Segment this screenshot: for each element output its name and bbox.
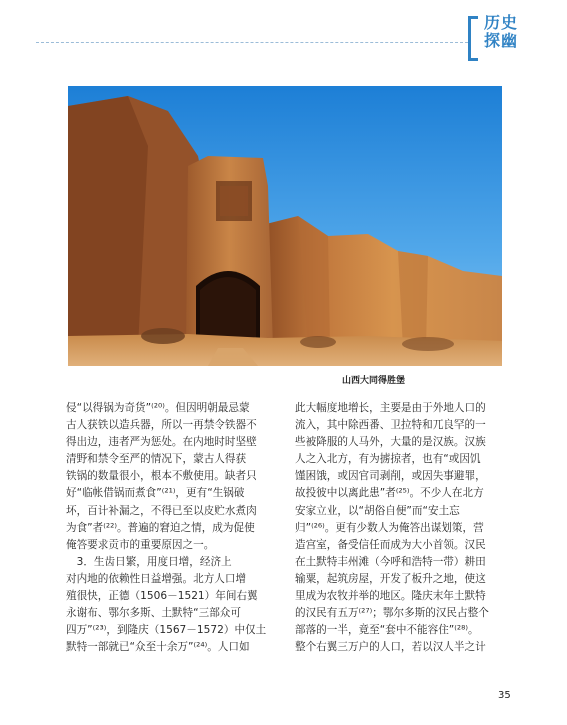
text-line: 安家立业，以“胡俗自便”而“安土忘 <box>295 504 460 517</box>
text-line: 整个右翼三万户的人口，若以汉人半之计 <box>295 641 486 654</box>
text-line: 的汉民有五万⁽²⁷⁾；鄂尔多斯的汉民占整个 <box>295 607 489 620</box>
text-line: 故投彼中以离此患”者⁽²⁵⁾。不少人在北方 <box>295 487 484 500</box>
section-badge-line-2: 探幽 <box>483 31 518 50</box>
text-line: 输粟，起筑房屋，开发了板升之地，使这 <box>295 572 486 585</box>
photo-fort-gate <box>68 86 502 366</box>
photo-caption: 山西大同得胜堡 <box>341 376 405 386</box>
text-line: 侵“以得锅为奇货”⁽²⁰⁾。但因明朝最忌蒙 <box>66 402 250 414</box>
text-line: 里成为农牧并举的地区。隆庆末年土默特 <box>295 590 486 603</box>
text-line: 俺答要求贡市的重要原因之一。 <box>66 538 215 551</box>
text-line: 归”⁽²⁶⁾。更有少数人为俺答出谋划策，营 <box>295 521 484 534</box>
photo-illustration <box>68 86 502 366</box>
text-line: 铁锅的数量很小，根本不敷使用。缺者只 <box>66 470 257 483</box>
text-line: 古人获铁以造兵器，所以一再禁令铁器不 <box>66 419 257 432</box>
text-line: 造宫室，备受信任而成为大小首领。汉民 <box>295 538 486 551</box>
section-badge <box>477 14 525 50</box>
page-number: 35 <box>498 690 511 701</box>
text-line: 3．生齿日繁，用度日增，经济上 <box>66 555 232 568</box>
text-line: 馑困饿，或因官司剥削，或因失事避罪， <box>295 470 486 483</box>
text-line: 人之入北方，有为掳掠者，也有“或因饥 <box>295 453 481 466</box>
text-line: 四万”⁽²³⁾，到隆庆（1567－1572）中仅土 <box>66 624 267 637</box>
section-badge-line-1: 历史 <box>483 13 518 32</box>
text-line: 得出边，违者严为惩处。在内地时时坚壁 <box>66 436 257 449</box>
text-line: 部落的一半，竟至“套中不能容住”⁽²⁸⁾。 <box>295 624 479 637</box>
text-line: 坏，百计补漏之，不得已至以皮贮水煮肉 <box>66 504 257 517</box>
text-line: 为食”者⁽²²⁾。普遍的窘迫之情，成为促使 <box>66 521 255 534</box>
text-line: 对内地的依赖性日益增强。北方人口增 <box>66 572 247 585</box>
body-column-left <box>66 400 275 656</box>
text-line: 流入，其中除西番、卫拉特和兀良罕的一 <box>295 419 486 432</box>
text-line: 些被降服的人马外，大量的是汉族。汉族 <box>295 436 486 449</box>
text-line: 默特一部就已“众至十余万”⁽²⁴⁾。人口如 <box>66 641 250 654</box>
text-line: 好“临帐借锅而煮食”⁽²¹⁾，更有“生锅破 <box>66 487 245 500</box>
text-line: 此大幅度地增长，主要是由于外地人口的 <box>295 402 486 414</box>
text-line: 永谢布、鄂尔多斯、土默特“三部众可 <box>66 607 241 620</box>
text-line: 清野和禁令至严的情况下，蒙古人得获 <box>66 453 247 466</box>
text-line: 在土默特丰州滩（今呼和浩特一带）耕田 <box>295 555 486 568</box>
body-column-right <box>295 400 504 656</box>
header-dashed-rule <box>36 42 468 43</box>
text-line: 殖很快，正德（1506－1521）年间右翼 <box>66 590 258 603</box>
